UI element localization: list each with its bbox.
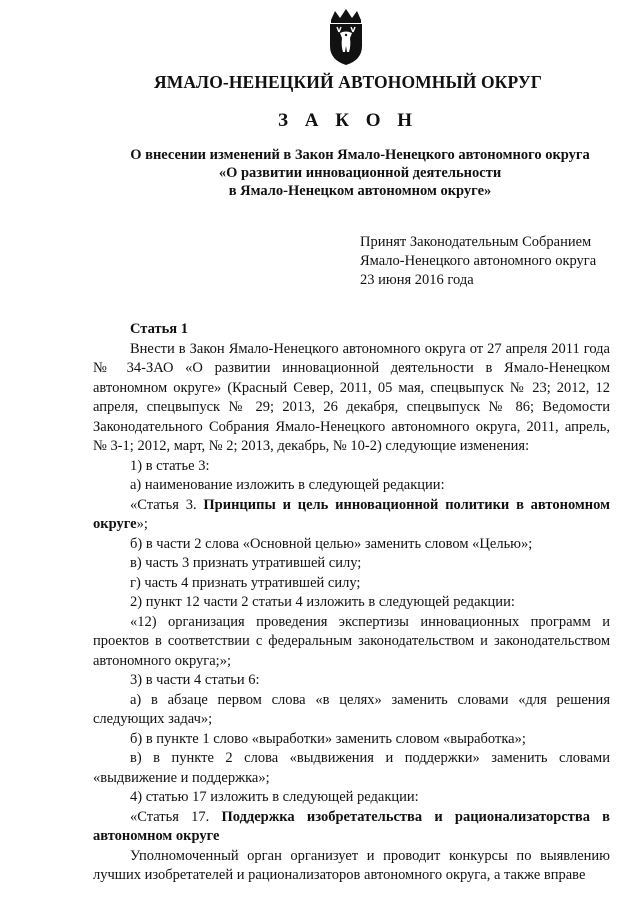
list-item: Уполномоченный орган организует и проводит конкурсы по выявлению лучших изобретателей и рационализаторов автономного округа, а также вправе [93,847,610,883]
bold-title: Принципы и цель инновационной политики в автономном округе [93,496,610,532]
list-item: «12) организация проведения экспертизы инновационных программ и проектов в соответствии с федеральным законодательством и законодательством автономного округа;»; [93,613,610,669]
article-1 [93,320,610,886]
law-title [90,146,630,200]
article-heading: Статья 1 [130,321,188,337]
list-item: в) в пункте 2 слова «выдвижения и поддержки» заменить словами «выдвижение и поддержка»; [93,750,610,786]
list-item: 3) в части 4 статьи 6: [130,672,260,688]
list-item: б) в пункте 1 слово «выработки» заменить словом «выработка»; [130,730,526,747]
list-item: 1) в статье 3: [130,457,210,474]
list-item: г) часть 4 признать утратившей силу; [130,574,361,591]
coat-of-arms-emblem [325,8,367,66]
law-title-line: «О развитии инновационной деятельности [218,165,502,181]
article-3-new-title [93,496,610,535]
article-17-new-title [93,808,610,847]
law-title-line: в Ямало-Ненецком автономном округе» [228,183,492,199]
quote-prefix: «Статья 3. [130,496,204,513]
list-item: б) в части 2 слова «Основной целью» заменить словом «Целью»; [130,535,533,552]
list-item: в) часть 3 признать утратившей силу; [130,555,362,571]
law-title-line: О внесении изменений в Закон Ямало-Ненецкого автономного округа [130,147,590,163]
list-item: а) наименование изложить в следующей редакции: [130,477,445,493]
bold-title: Поддержка изобретательства и рационализаторства в автономном округе [93,808,610,844]
article-intro: Внести в Закон Ямало-Ненецкого автономного округа от 27 апреля 2011 года № 34-ЗАО «О развитии инновационной деятельности в Ямало-Ненецком автономном округе» (Красный Север, 2011, 05 мая, спецвыпуск № 23; 2012, 12 апреля, спецвыпуск № 29; 2013, 26 декабря, спецвыпуск № 86; Ведомости Законодательного Собрания Ямало-Ненецкого автономного округа, 2011, апрель, № 3-1; 2012, март, № 2; 2013, декабрь, № 10-2) следующие изменения: [93,340,610,454]
document-type: З А К О Н [277,110,419,131]
region-name: ЯМАЛО-НЕНЕЦКИЙ АВТОНОМНЫЙ ОКРУГ [153,72,543,92]
list-item: а) в абзаце первом слова «в целях» заменить словами «для решения следующих задач»; [93,691,610,727]
list-item: 4) статью 17 изложить в следующей редакции: [130,789,419,805]
quote-suffix: »; [136,516,148,532]
adoption-line: Принят Законодательным Собранием [360,234,592,250]
adoption-note [360,233,596,290]
quote-prefix: «Статья 17. [130,808,222,825]
list-item: 2) пункт 12 части 2 статьи 4 изложить в следующей редакции: [130,594,515,610]
adoption-date: 23 июня 2016 года [360,272,474,288]
adoption-line: Ямало-Ненецкого автономного округа [360,253,597,269]
